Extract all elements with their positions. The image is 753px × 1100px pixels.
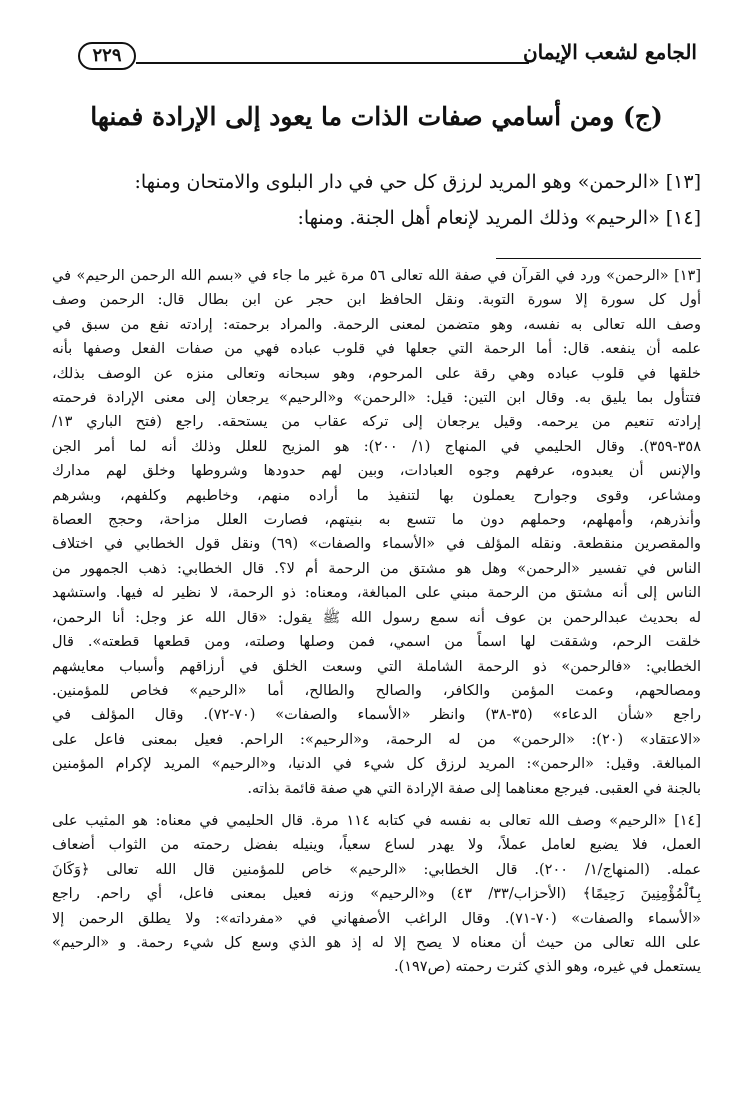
- header-rule: [136, 62, 529, 64]
- footnote-line: على الله تعالى من حيث أن معناه لا يصح إلا له إذ هو الذي وسع كل شيء رحمة. و «الرحيم»: [52, 934, 701, 951]
- footnote-line: خلقت الرحم، وشققت لها اسماً من اسمي، فمن وصلها وصلته، ومن قطعها قطعته». قال: [52, 634, 701, 651]
- footnote-line: إرادته تنعيم من يرحمه. وقيل يرجعان إلى تركه عقاب من يستحقه. راجع (فتح الباري ١٣/: [52, 414, 701, 431]
- footnote-line: الخطابي: «فالرحمن» ذو الرحمة الشاملة التي وسعت الخلق في أرزاقهم وأسباب معايشهم: [52, 658, 701, 675]
- footnote-line: العمل، فلا يضيع لعامل عملاً، ولا يهدر لساع سعياً، وينيله بفضل رحمته من الثواب أضعاف: [52, 837, 701, 854]
- footnote-line: بالجنة في العقبى. فيرجع معناهما إلى صفة الإرادة التي هي صفة قائمة بذاته.: [247, 780, 701, 797]
- footnote-line: «الأسماء والصفات» (٧٠-٧١). وقال الراغب الأصفهاني في «مفرداته»: ولا يطلق الرحمن إلا: [52, 910, 701, 927]
- footnote-separator: [496, 258, 701, 259]
- footnote-line: الناس في تفسير «الرحمن» وهل هو مشتق من الرحمة أم لا؟. قال الخطابي: ذهب الجمهور من: [52, 560, 701, 577]
- footnote-line: أول كل سورة إلا سورة التوبة. ونقل الحافظ ابن حجر عن ابن بطال قال: الرحمن وصف: [52, 292, 701, 309]
- running-header: [78, 38, 697, 74]
- footnote-line: [١٣] «الرحمن» ورد في القرآن في صفة الله تعالى ٥٦ مرة غير ما جاء في «بسم الله الرحمن الرحيم» في: [52, 268, 701, 284]
- footnote-line: عمله. (المنهاج/١/ ٢٠٠). قال الخطابي: «الرحيم» خاص للمؤمنين قال الله تعالى ﴿وَكَانَ: [52, 861, 701, 878]
- page-number: ٢٢٩: [78, 42, 136, 70]
- footnote-13: [52, 264, 701, 801]
- footnote-line: ٣٥٨-٣٥٩). وقال الحليمي في المنهاج (١/ ٢٠٠): هو المزيح للعلل وذلك أنه لما أمر الجن: [52, 438, 701, 455]
- footnotes: [52, 264, 701, 980]
- footnote-line: ومصالحهم، وعمت المؤمن والكافر، والصالح والطالح، أما «الرحيم» فخاص للمؤمنين.: [52, 682, 701, 699]
- footnote-line: خلقها في قلوب عباده وهي رقة على المرحوم، وهو سبحانه وتعالى منزه عن الوصف بذلك،: [52, 365, 701, 382]
- footnote-line: فتتأول بما يليق به. وقال ابن التين: قيل: «الرحمن» و«الرحيم» يرجعان إلى معنى الإرادة فرحمته: [52, 390, 701, 407]
- footnote-line: علمه أن ينفعه. قال: أما الرحمة التي جعلها في قلوب عباده فهي من صفات الفعل وصفها بأنه: [52, 341, 701, 358]
- footnote-line: وأنذرهم، وأمهلهم، وحملهم دون ما تتسع به بنيتهم، فصارت العلل مزاحة، وحجج العصاة: [52, 512, 701, 529]
- footnote-line: المبالغة. وقيل: «الرحمن»: المريد لرزق كل شيء في الدنيا، و«الرحيم» المريد لإكرام المؤمنين: [52, 756, 701, 773]
- footnote-line: والإنس أن يعبدوه، عرفهم وجوه العبادات، وبين لهم حدودها وشروطها وخلق لهم مدارك: [52, 463, 701, 480]
- footnote-14: [52, 809, 701, 980]
- footnote-gap: [52, 801, 701, 809]
- footnote-line: «الاعتقاد» (٢٠): «الرحمن» من له الرحمة، و«الرحيم»: الراحم. فعيل بمعنى فاعل على: [52, 731, 701, 748]
- main-text: [52, 164, 701, 236]
- footnote-line: ومشاعر، وقوى وجوارح يعملون بها لتنفيذ ما أراده منهم، وخاطبهم وكلفهم، وبشرهم: [52, 487, 701, 504]
- section-heading: (ج) ومن أسامي صفات الذات ما يعود إلى الإرادة فمنها: [90, 102, 663, 131]
- main-entry-13: [١٣] «الرحمن» وهو المريد لرزق كل حي في دار البلوى والامتحان ومنها:: [134, 171, 701, 193]
- footnote-line: وصف الله تعالى به نفسه، وهو متضمن لمعنى الرحمة. والمراد برحمته: إرادته نفع من سبق في: [52, 316, 701, 333]
- footnote-line: بِٱلْمُؤْمِنِينَ رَحِيمًا﴾ (الأحزاب/٣٣/ ٤٣) و«الرحيم» وزنه فعيل بمعنى فاعل، أي راحم. راجع: [52, 886, 701, 903]
- footnote-line: له بحديث عبدالرحمن بن عوف أنه سمع رسول الله ﷺ يقول: «قال الله عز وجل: أنا الرحمن،: [52, 609, 701, 626]
- footnote-line: يستعمل في غيره، وهو الذي كثرت رحمته (ص١٩٧).: [393, 959, 701, 976]
- footnote-line: [١٤] «الرحيم» وصف الله تعالى به نفسه في كتابه ١١٤ مرة. قال الحليمي في معناه: هو المثيب على: [52, 812, 701, 829]
- footnote-line: والمقصرين منقطعة. ونقله المؤلف في «الأسماء والصفات» (٦٩) ونقل قول الخطابي في اختلاف: [52, 536, 701, 553]
- footnote-line: راجع «شأن الدعاء» (٣٥-٣٨) وانظر «الأسماء والصفات» (٧٠-٧٢). وقال المؤلف في: [52, 707, 701, 724]
- footnote-line: الناس إلى أنه مشتق من الرحمة مبني على المبالغة، ومعناه: ذو الرحمة، لا نظير له فيها. واستشهد: [52, 585, 701, 602]
- book-title: الجامع لشعب الإيمان: [522, 40, 697, 64]
- main-entry-14: [١٤] «الرحيم» وذلك المريد لإنعام أهل الجنة. ومنها:: [297, 207, 701, 229]
